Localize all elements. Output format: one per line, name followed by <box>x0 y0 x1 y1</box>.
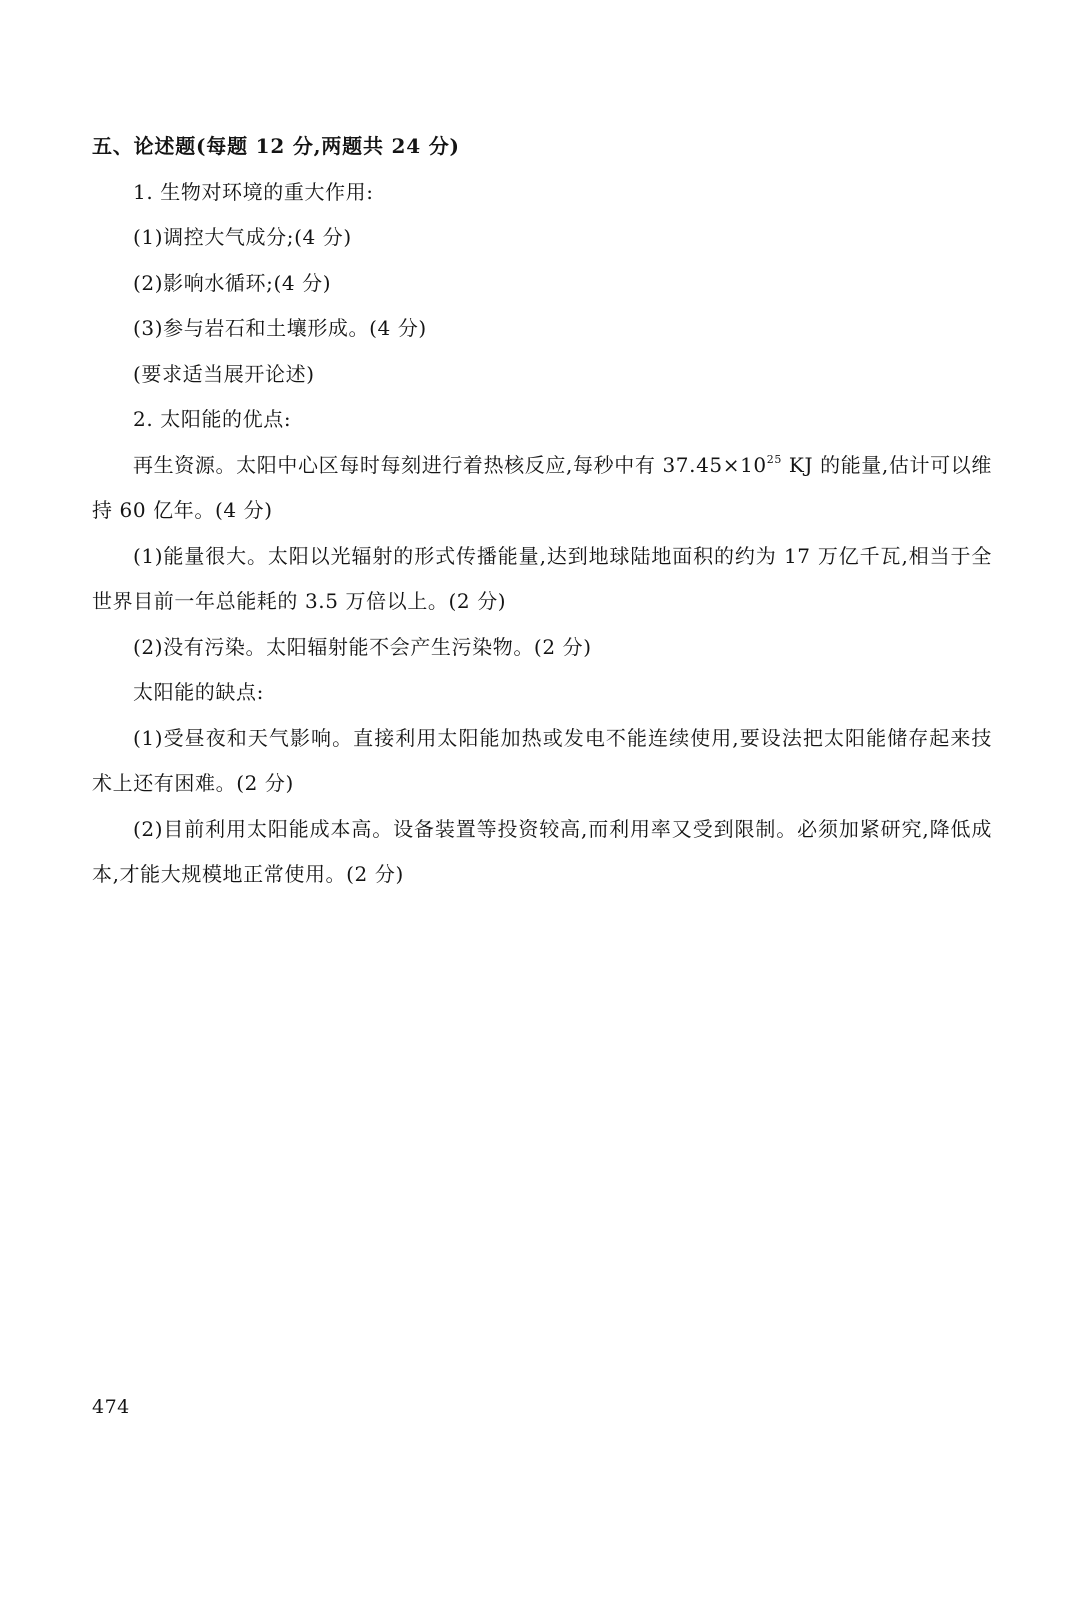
solar-disadvantage-1: (1)受昼夜和天气影响。直接利用太阳能加热或发电不能连续使用,要设法把太阳能储存起来技术上还有困难。(2 分) <box>92 725 992 795</box>
solar-disadvantages-title: 太阳能的缺点: <box>133 680 264 704</box>
solar-advantages-intro <box>92 443 992 534</box>
question-1-item-3: (3)参与岩石和土壤形成。(4 分) <box>133 316 427 340</box>
question-1-item-1: (1)调控大气成分;(4 分) <box>133 225 352 249</box>
question-1-title: 1. 生物对环境的重大作用: <box>133 179 374 204</box>
solar-advantage-2: (2)没有污染。太阳辐射能不会产生污染物。(2 分) <box>133 634 592 659</box>
question-1-note: (要求适当展开论述) <box>133 361 315 386</box>
intro-text-after: KJ 的能量,估计可以维持 60 亿年。(4 分) <box>92 452 992 522</box>
solar-disadvantage-2: (2)目前利用太阳能成本高。设备装置等投资较高,而利用率又受到限制。必须加紧研究,降低成本,才能大规模地正常使用。(2 分) <box>92 816 992 886</box>
question-1-item-2: (2)影响水循环;(4 分) <box>133 270 332 295</box>
question-2-title: 2. 太阳能的优点: <box>133 407 292 431</box>
section-heading: 五、论述题(每题 12 分,两题共 24 分) <box>92 134 460 158</box>
solar-advantage-1: (1)能量很大。太阳以光辐射的形式传播能量,达到地球陆地面积的约为 17 万亿千瓦,相当于全世界目前一年总能耗的 3.5 万倍以上。(2 分) <box>92 543 992 613</box>
intro-exponent: 25 <box>766 452 782 466</box>
answer-content <box>92 124 992 898</box>
intro-text-before: 再生资源。太阳中心区每时每刻进行着热核反应,每秒中有 37.45×10 <box>133 452 767 477</box>
page-number: 474 <box>92 1396 130 1418</box>
